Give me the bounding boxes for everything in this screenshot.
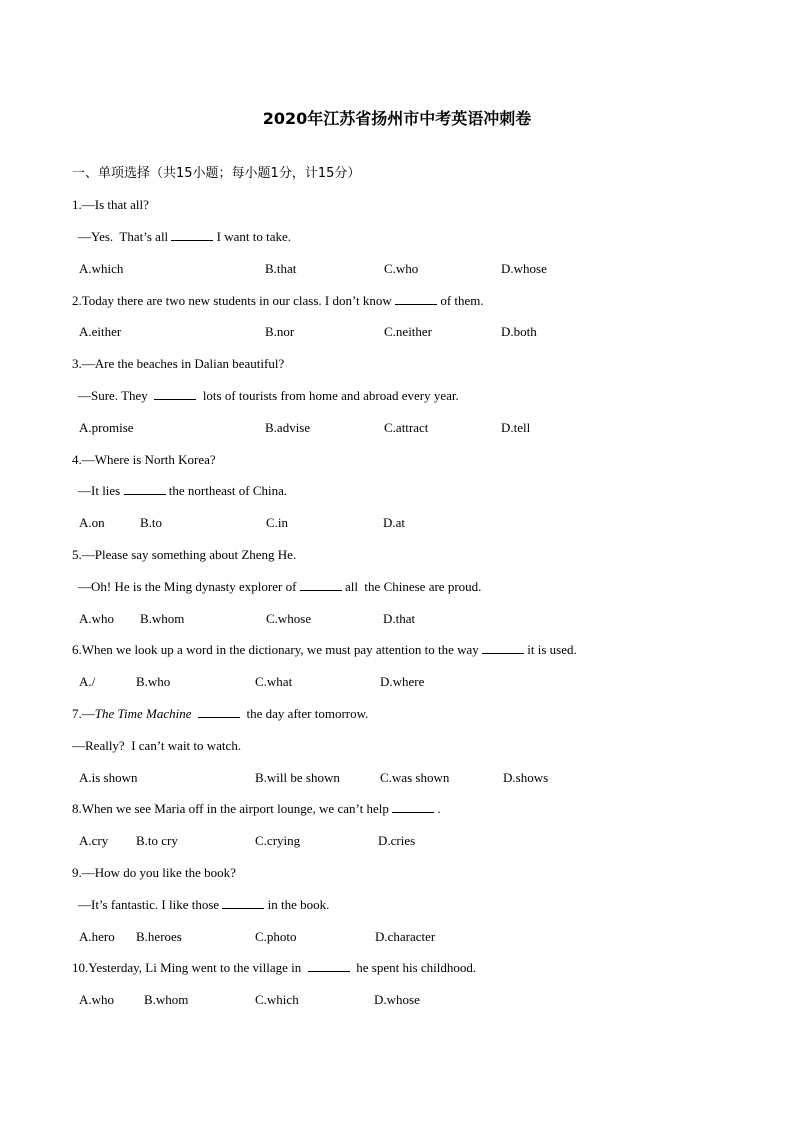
option-b: B.who xyxy=(136,674,171,689)
option-d: D.at xyxy=(383,515,406,530)
question-5-stem: 5.—Please say something about Zheng He. xyxy=(72,547,297,562)
question-3-reply: —Sure. They lots of tourists from home and abroad every year. xyxy=(78,388,459,403)
question-5-reply: —Oh! He is the Ming dynasty explorer of all the Chinese are proud. xyxy=(78,579,482,594)
answer-blank xyxy=(300,579,342,591)
answer-blank xyxy=(308,960,350,972)
option-d: D.that xyxy=(383,611,416,626)
option-b: B.to xyxy=(140,515,163,530)
option-c: C.neither xyxy=(384,324,433,339)
question-4-stem: 4.—Where is North Korea? xyxy=(72,452,216,467)
option-c: C.in xyxy=(266,515,289,530)
question-8-stem: 8.When we see Maria off in the airport lounge, we can’t help . xyxy=(72,801,441,816)
option-b: B.to cry xyxy=(136,833,178,848)
movie-title: The Time Machine xyxy=(94,706,192,721)
option-d: D.both xyxy=(501,324,537,339)
answer-blank xyxy=(124,483,166,495)
option-b: B.heroes xyxy=(136,929,182,944)
answer-blank xyxy=(222,897,264,909)
option-a: A./ xyxy=(79,674,96,689)
question-1-stem: 1.—Is that all? xyxy=(72,197,149,212)
option-a: A.hero xyxy=(79,929,115,944)
option-a: A.who xyxy=(79,611,115,626)
option-c: C.who xyxy=(384,261,419,276)
option-b: B.nor xyxy=(265,324,295,339)
option-d: D.tell xyxy=(501,420,531,435)
option-b: B.whom xyxy=(140,611,185,626)
answer-blank xyxy=(154,388,196,400)
option-b: B.will be shown xyxy=(255,770,340,785)
option-d: D.whose xyxy=(501,261,547,276)
option-c: C.attract xyxy=(384,420,429,435)
option-c: C.was shown xyxy=(380,770,450,785)
option-c: C.what xyxy=(255,674,293,689)
answer-blank xyxy=(392,801,434,813)
answer-blank xyxy=(482,642,524,654)
option-a: A.who xyxy=(79,992,115,1007)
answer-blank xyxy=(198,706,240,718)
option-a: A.promise xyxy=(79,420,134,435)
option-d: D.whose xyxy=(374,992,420,1007)
option-d: D.where xyxy=(380,674,425,689)
option-b: B.that xyxy=(265,261,297,276)
question-1-reply: —Yes. That’s all I want to take. xyxy=(78,229,292,244)
question-7-reply: —Really? I can’t wait to watch. xyxy=(72,738,242,753)
option-c: C.photo xyxy=(255,929,297,944)
option-a: A.is shown xyxy=(79,770,138,785)
option-a: A.either xyxy=(79,324,122,339)
option-d: D.shows xyxy=(503,770,549,785)
option-a: A.which xyxy=(79,261,124,276)
option-a: A.on xyxy=(79,515,105,530)
option-c: C.whose xyxy=(266,611,312,626)
question-9-stem: 9.—How do you like the book? xyxy=(72,865,236,880)
question-6-stem: 6.When we look up a word in the dictionary, we must pay attention to the way it is used. xyxy=(72,642,577,657)
option-d: D.character xyxy=(375,929,436,944)
answer-blank xyxy=(171,229,213,241)
question-7-stem: 7.—The Time Machine the day after tomorrow. xyxy=(72,706,369,721)
question-9-reply: —It’s fantastic. I like those in the book. xyxy=(78,897,330,912)
question-2-stem: 2.Today there are two new students in our class. I don’t know of them. xyxy=(72,293,484,308)
question-3-stem: 3.—Are the beaches in Dalian beautiful? xyxy=(72,356,285,371)
section-heading: 一、单项选择（共15小题；每小题1分，计15分） xyxy=(72,166,361,181)
option-d: D.cries xyxy=(378,833,416,848)
option-b: B.advise xyxy=(265,420,311,435)
option-a: A.cry xyxy=(79,833,109,848)
question-10-stem: 10.Yesterday, Li Ming went to the village in he spent his childhood. xyxy=(72,960,477,975)
question-4-reply: —It lies the northeast of China. xyxy=(78,483,288,498)
answer-blank xyxy=(395,293,437,305)
option-c: C.crying xyxy=(255,833,301,848)
option-b: B.whom xyxy=(144,992,189,1007)
option-c: C.which xyxy=(255,992,299,1007)
page-title: 2020年江苏省扬州市中考英语冲刺卷 xyxy=(262,109,532,128)
